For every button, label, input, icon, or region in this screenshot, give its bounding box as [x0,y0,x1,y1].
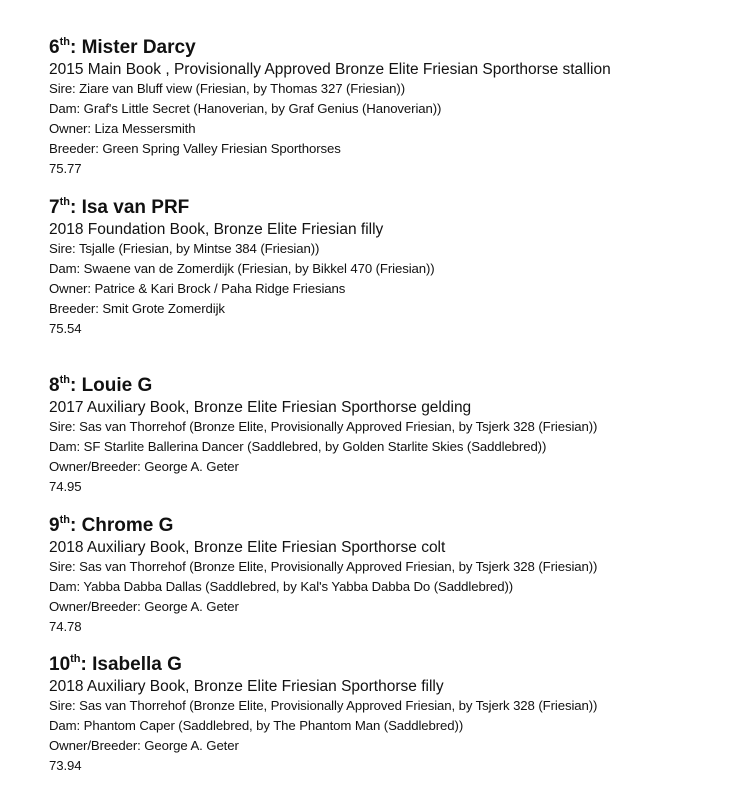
breeder-line: Breeder: Green Spring Valley Friesian Sporthorses [49,141,341,156]
place-number: 7 [49,197,60,218]
sire-line: Sire: Sas van Thorrehof (Bronze Elite, Provisionally Approved Friesian, by Tsjerk 328 (Friesian)) [49,419,598,434]
owner-breeder-line: Owner/Breeder: George A. Geter [49,459,239,474]
dam-line: Dam: SF Starlite Ballerina Dancer (Saddlebred, by Golden Starlite Skies (Saddlebred)) [49,439,547,454]
sire-line: Sire: Ziare van Bluff view (Friesian, by Thomas 327 (Friesian)) [49,81,405,96]
owner-breeder-line: Owner/Breeder: George A. Geter [49,599,239,614]
place-number: 8 [49,375,60,396]
dam-line: Dam: Swaene van de Zomerdijk (Friesian, by Bikkel 470 (Friesian)) [49,261,435,276]
horse-name: : Isa van PRF [69,197,190,218]
place-suffix: th [59,513,70,526]
score: 74.78 [49,619,82,634]
entry-title [49,37,719,59]
result-entry-8th [49,375,719,497]
horse-name: : Chrome G [69,515,174,536]
score: 74.95 [49,479,82,494]
horse-name: : Mister Darcy [69,37,196,58]
entry-description: 2017 Auxiliary Book, Bronze Elite Friesian Sporthorse gelding [49,399,472,416]
place-number: 10 [49,654,71,675]
entry-title [49,375,719,397]
entry-title [49,515,719,537]
entry-description: 2018 Auxiliary Book, Bronze Elite Friesian Sporthorse filly [49,678,444,695]
sire-line: Sire: Tsjalle (Friesian, by Mintse 384 (Friesian)) [49,241,320,256]
place-suffix: th [59,195,70,208]
entry-description: 2018 Auxiliary Book, Bronze Elite Friesian Sporthorse colt [49,539,446,556]
score: 73.94 [49,758,82,773]
entry-description: 2018 Foundation Book, Bronze Elite Friesian filly [49,221,384,238]
owner-breeder-line: Owner/Breeder: George A. Geter [49,738,239,753]
place-suffix: th [59,35,70,48]
place-number: 9 [49,515,60,536]
dam-line: Dam: Graf's Little Secret (Hanoverian, by Graf Genius (Hanoverian)) [49,101,442,116]
horse-name: : Isabella G [80,654,182,675]
score: 75.54 [49,321,82,336]
sire-line: Sire: Sas van Thorrehof (Bronze Elite, Provisionally Approved Friesian, by Tsjerk 328 (Friesian)) [49,559,598,574]
breeder-line: Breeder: Smit Grote Zomerdijk [49,301,225,316]
sire-line: Sire: Sas van Thorrehof (Bronze Elite, Provisionally Approved Friesian, by Tsjerk 328 (Friesian)) [49,698,598,713]
place-suffix: th [70,652,81,665]
dam-line: Dam: Phantom Caper (Saddlebred, by The Phantom Man (Saddlebred)) [49,718,464,733]
dam-line: Dam: Yabba Dabba Dallas (Saddlebred, by Kal's Yabba Dabba Do (Saddlebred)) [49,579,514,594]
owner-line: Owner: Liza Messersmith [49,121,196,136]
result-entry-7th [49,197,719,339]
horse-name: : Louie G [69,375,153,396]
place-number: 6 [49,37,60,58]
result-entry-10th [49,654,719,776]
result-entry-9th [49,515,719,637]
result-entry-6th [49,37,719,179]
entry-title [49,654,719,676]
entry-title [49,197,719,219]
score: 75.77 [49,161,82,176]
entry-description: 2015 Main Book , Provisionally Approved Bronze Elite Friesian Sporthorse stallion [49,61,611,78]
owner-line: Owner: Patrice & Kari Brock / Paha Ridge Friesians [49,281,346,296]
place-suffix: th [59,373,70,386]
